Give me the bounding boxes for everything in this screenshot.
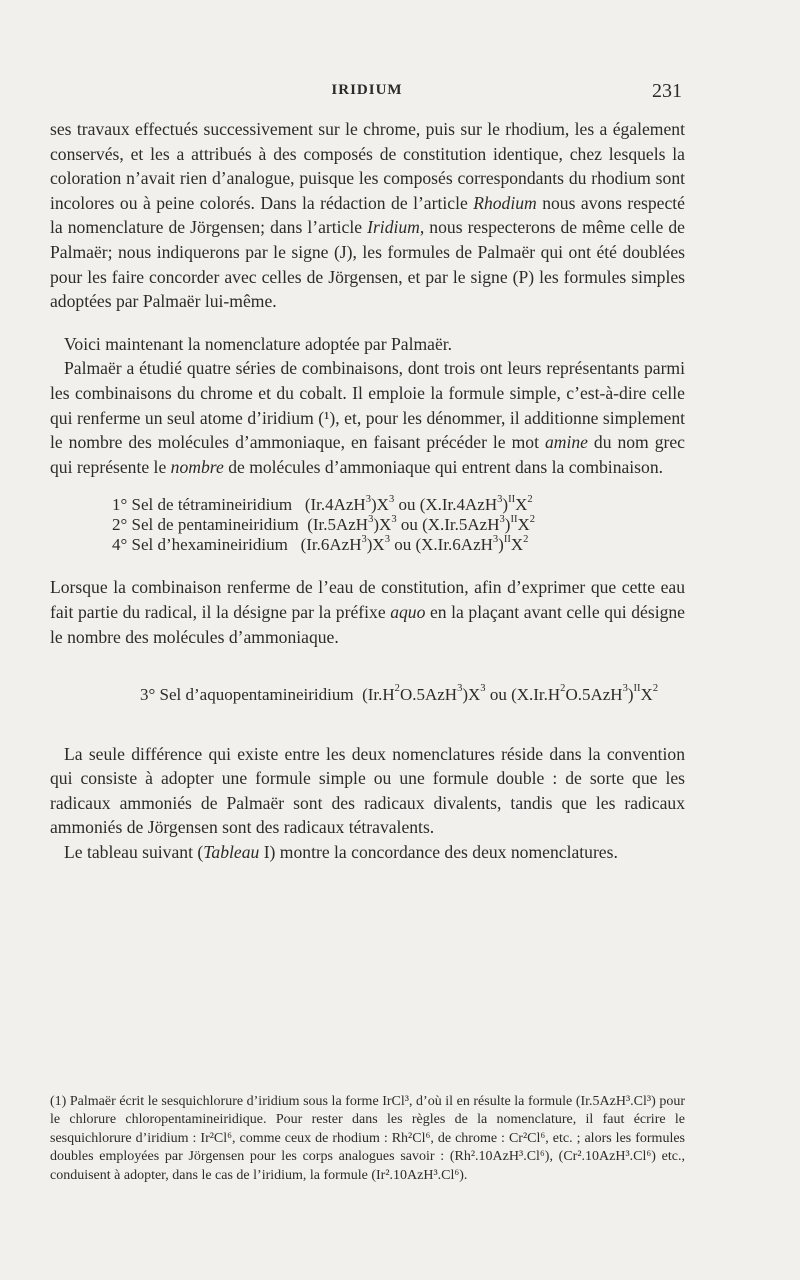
- main-text: [50, 117, 685, 865]
- page-header: [52, 82, 682, 106]
- formula-1: 1° Sel de tétramineiridium $(Ir.4AzH^3)X^3$ ou $(X.Ir.4AzH^3)^{II}X^2$: [112, 493, 533, 515]
- formula-4: 4° Sel d’hexamineiridium $(Ir.6AzH^3)X^3$ ou $(X.Ir.6AzH^3)^{II}X^2$: [112, 533, 529, 555]
- formula-3: 3° Sel d’aquopentamineiridium $(Ir.H^2O.5AzH^3)X^3$ ou $(X.Ir.H^2O.5AzH^3)^{II}X^2$: [140, 683, 659, 705]
- formula-2: 2° Sel de pentamineiridium $(Ir.5AzH^3)X^3$ ou $(X.Ir.5AzH^3)^{II}X^2$: [112, 513, 535, 535]
- page-number: 231: [652, 80, 682, 102]
- footnote: [50, 1093, 685, 1185]
- paragraph-5: La seule différence qui existe entre les deux nomenclatures réside dans la convention qui consiste à adopter une formule simple ou une formule double : de sorte que les radicaux ammoniés de Palmaër sont des radicaux divalents, tandis que les radicaux ammoniés de Jörgensen sont des radicaux tétravalents.: [50, 743, 685, 838]
- paragraph-3: Palmaër a étudié quatre séries de combinaisons, dont trois ont leurs représentants parmi les combinaisons du chrome et du cobalt. Il emploie la formule simple, c’est-à-dire celle qui renferme un seul atome d’iridium (¹), et, pour les dénommer, il additionne simplement le nombre des molécules d’ammoniaque, en faisant précéder le mot amine du nom grec qui représente le nombre de molécules d’ammoniaque qui entrent dans la combinaison.: [50, 358, 685, 477]
- running-title: IRIDIUM: [331, 82, 403, 98]
- formula-list: [50, 495, 685, 555]
- paragraph-4: Lorsque la combinaison renferme de l’eau de constitution, afin d’exprimer que cette eau fait partie du radical, il la désigne par la préfixe aquo en la plaçant avant celle qui désigne le nombre des molécules d’ammoniaque.: [50, 577, 685, 647]
- footnote-text: (1) Palmaër écrit le sesquichlorure d’iridium sous la forme IrCl³, d’où il en résulte la formule (Ir.5AzH³.Cl³) pour le chlorure chloropentamineiridique. Pour rester dans les règles de la nomenclature, il faut écrire le sesquichlorure d’iridium : Ir²Cl⁶, comme ceux de rhodium : Rh²Cl⁶, de chrome : Cr²Cl⁶, etc. ; alors les formules doubles employées par Jörgensen pour les corps analogues savoir : (Rh².10AzH³.Cl⁶), (Cr².10AzH³.Cl⁶) etc., conduisent à adopter, dans le cas de l’iridium, la formule (Ir².10AzH³.Cl⁶).: [50, 1094, 685, 1183]
- paragraph-2: Voici maintenant la nomenclature adoptée par Palmaër.: [64, 333, 453, 354]
- paragraph-6: Le tableau suivant (Tableau I) montre la concordance des deux nomenclatures.: [64, 842, 618, 863]
- paragraph-1: ses travaux effectués successivement sur le chrome, puis sur le rhodium, les a également conservés, et les a attribués à des composés de constitution identique, chez lesquels la coloration n’avait rien d’analogue, puisque les composés correspondants du rhodium sont incolores ou à peine colorés. Dans la rédaction de l’article Rhodium nous avons respecté la nomenclature de Jörgensen; dans l’article Iridium, nous respecterons de même celle de Palmaër; nous indiquerons par le signe (J), les formules de Palmaër qui ont été doublées pour les faire concorder avec celles de Jörgensen, et par le signe (P) les formules simples adoptées par Palmaër lui-même.: [50, 119, 685, 312]
